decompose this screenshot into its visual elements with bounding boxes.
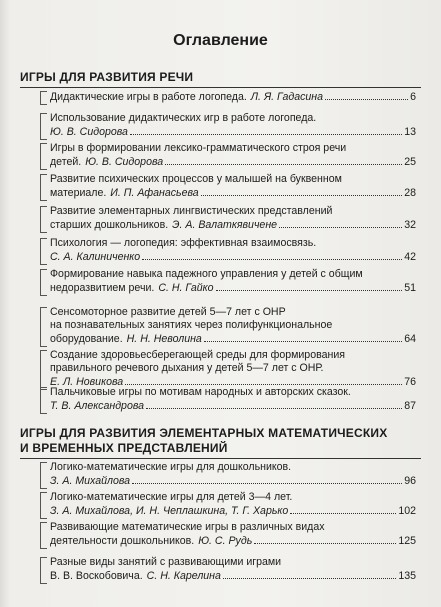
dot-leader	[325, 90, 408, 100]
entry-bracket	[40, 492, 49, 519]
entry-authors: З. А. Михайлова, И. Н. Чеплашкина, Т. Г. Харько	[50, 505, 289, 517]
dot-leader	[130, 125, 402, 135]
entry-title-tail: материале.	[50, 187, 107, 199]
dot-leader	[279, 218, 402, 228]
entry-title-tail: деятельности дошкольников.	[50, 535, 195, 547]
toc-entry[interactable]	[50, 349, 416, 389]
toc-entry[interactable]	[50, 306, 416, 346]
entry-page-number: 32	[404, 219, 416, 231]
entry-title-line: Создание здоровьесберегающей среды для формирования	[50, 349, 345, 361]
entry-title-tail: Дидактические игры в работе логопеда.	[50, 91, 247, 103]
entry-title-tail: детей.	[50, 156, 82, 168]
entry-title-line: Игры в формировании лексико-грамматического строя речи	[50, 142, 347, 154]
section-rule	[20, 87, 421, 88]
entry-title-line: Формирование навыка падежного управления у детей с общим	[50, 268, 363, 280]
toc-entry[interactable]	[50, 386, 416, 413]
entry-bracket	[40, 174, 49, 201]
entry-title-line: Развитие психических процессов у малышей на буквенном	[50, 173, 342, 185]
entry-page-number: 51	[404, 282, 416, 294]
toc-entry[interactable]	[50, 90, 416, 104]
entry-authors: З. А. Михайлова	[50, 475, 131, 487]
entry-last-line	[50, 125, 416, 139]
dot-leader	[254, 534, 396, 544]
entry-title-tail: недоразвитием речи.	[50, 282, 155, 294]
entry-bracket	[40, 557, 49, 584]
entry-bracket	[40, 387, 49, 414]
entry-page-number: 13	[404, 126, 416, 138]
entry-bracket	[40, 522, 49, 549]
section-heading-line: ИГРЫ ДЛЯ РАЗВИТИЯ ЭЛЕМЕНТАРНЫХ МАТЕМАТИЧЕСКИХ	[20, 426, 388, 440]
entry-title-line: Логико-математические игры для детей 3—4 лет.	[50, 491, 293, 503]
entry-authors: Ю. С. Рудь	[198, 535, 253, 547]
entry-authors: Т. В. Александрова	[50, 400, 145, 412]
entry-last-line	[50, 186, 416, 200]
dot-leader	[142, 250, 402, 260]
toc-entry[interactable]	[50, 237, 416, 264]
dot-leader	[223, 569, 396, 579]
dot-leader	[204, 332, 402, 342]
entry-title-line: Пальчиковые игры по мотивам народных и авторских сказок.	[50, 386, 351, 398]
entry-authors: Э. А. Валаткявичене	[172, 219, 278, 231]
entry-title-line: Развивающие математические игры в различных видах	[50, 521, 325, 533]
entry-title-line: Сенсомоторное развитие детей 5—7 лет с ОНР	[50, 306, 286, 318]
section-heading	[20, 426, 415, 456]
entry-bracket	[40, 113, 49, 140]
entry-authors: Л. Я. Гадасина	[250, 91, 324, 103]
entry-title-line: правильного речевого дыхания у детей 5—7 лет с ОНР.	[50, 362, 324, 374]
page-title: Оглавление	[173, 32, 268, 49]
entry-title-line: Использование дидактических игр в работе логопеда.	[50, 112, 317, 124]
entry-authors: С. А. Калиниченко	[50, 251, 141, 263]
toc-entry[interactable]	[50, 491, 416, 518]
section-heading-line: И ВРЕМЕННЫХ ПРЕДСТАВЛЕНИЙ	[20, 441, 228, 455]
toc-entry[interactable]	[50, 521, 416, 548]
entry-page-number: 76	[404, 376, 416, 388]
toc-entry[interactable]	[50, 112, 416, 139]
entry-authors: И. П. Афанасьева	[110, 187, 199, 199]
dot-leader	[146, 399, 402, 409]
entry-bracket	[40, 143, 49, 170]
entry-last-line	[50, 90, 416, 104]
entry-title-line: Психология — логопедия: эффективная взаимосвязь.	[50, 237, 317, 249]
toc-entry[interactable]	[50, 205, 416, 232]
entry-authors: С. Н. Карелина	[146, 570, 221, 582]
entry-authors: Н. Н. Неволина	[126, 333, 202, 345]
dot-leader	[165, 155, 402, 165]
entry-bracket	[40, 238, 49, 265]
section-heading-line: ИГРЫ ДЛЯ РАЗВИТИЯ РЕЧИ	[20, 70, 194, 84]
dot-leader	[201, 186, 403, 196]
entry-bracket	[40, 350, 49, 390]
entry-page-number: 96	[404, 475, 416, 487]
entry-title-tail: старших дошкольников.	[50, 219, 169, 231]
entry-authors: С. Н. Гайко	[158, 282, 214, 294]
entry-bracket	[40, 206, 49, 233]
entry-bracket	[40, 307, 49, 347]
entry-page-number: 102	[398, 505, 416, 517]
entry-title-line: на познавательных занятиях через полифункциональное	[50, 319, 333, 331]
dot-leader	[125, 375, 402, 385]
section-heading	[20, 70, 415, 85]
dot-leader	[132, 474, 402, 484]
entry-bracket	[40, 91, 49, 105]
entry-title-line: Разные виды занятий с развивающими играми	[50, 556, 282, 568]
entry-page-number: 64	[404, 333, 416, 345]
entry-authors: Ю. В. Сидорова	[85, 156, 164, 168]
toc-entry[interactable]	[50, 556, 416, 583]
entry-authors: Ю. В. Сидорова	[50, 126, 128, 138]
entry-authors: Е. Л. Новикова	[50, 376, 124, 388]
entry-last-line	[50, 332, 416, 346]
entry-title-line: Логико-математические игры для дошкольников.	[50, 461, 292, 473]
dot-leader	[216, 281, 403, 291]
entry-page-number: 135	[398, 570, 416, 582]
toc-entry[interactable]	[50, 268, 416, 295]
entry-page-number: 6	[410, 91, 416, 103]
entry-last-line	[50, 155, 416, 169]
entry-title-line: Развитие элементарных лингвистических представлений	[50, 205, 333, 217]
entry-bracket	[40, 269, 49, 296]
toc-entry[interactable]	[50, 461, 416, 488]
entry-page-number: 42	[404, 251, 416, 263]
entry-last-line	[50, 474, 416, 488]
entry-page-number: 125	[398, 535, 416, 547]
entry-page-number: 87	[404, 400, 416, 412]
dot-leader	[290, 504, 396, 514]
toc-entry[interactable]	[50, 173, 416, 200]
entry-page-number: 28	[404, 187, 416, 199]
entry-last-line	[50, 399, 416, 413]
toc-entry[interactable]	[50, 142, 416, 169]
entry-title-tail: оборудование.	[50, 333, 123, 345]
entry-title-tail: В. В. Воскобовича.	[50, 570, 143, 582]
entry-page-number: 25	[404, 156, 416, 168]
section-rule	[20, 458, 421, 459]
entry-last-line	[50, 281, 416, 295]
entry-last-line	[50, 569, 416, 583]
entry-last-line	[50, 250, 416, 264]
entry-last-line	[50, 504, 416, 518]
entry-last-line	[50, 534, 416, 548]
entry-bracket	[40, 462, 49, 489]
entry-last-line	[50, 218, 416, 232]
